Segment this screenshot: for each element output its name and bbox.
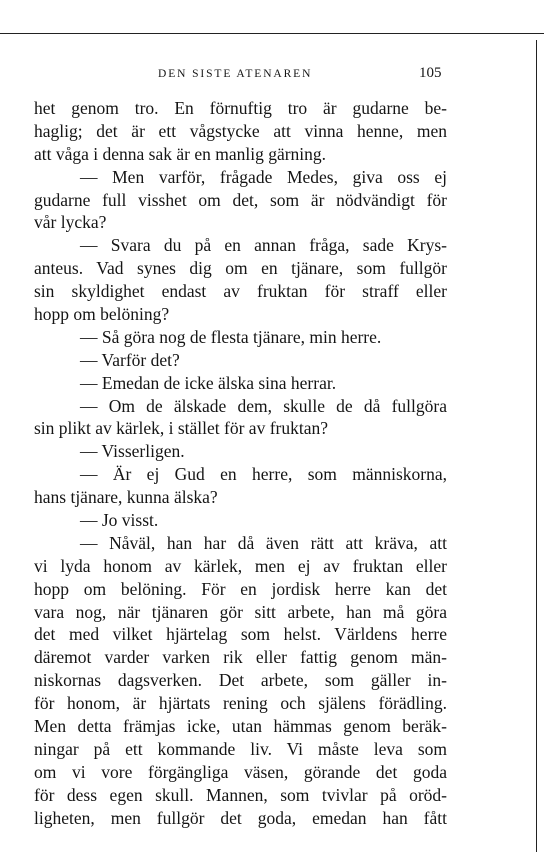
body-text [34, 97, 447, 830]
text-line: — Varför det? [80, 349, 180, 370]
text-line: gudarne full visshet om det, som är nödvändigt för [34, 189, 447, 210]
text-line: vi lyda honom av kärlek, men ej av fruktan eller [34, 555, 447, 576]
text-line: — Om de älskade dem, skulle de då fullgöra [80, 395, 447, 416]
text-line: för dess egen skull. Mannen, som tvivlar på oröd- [34, 784, 447, 805]
text-line: ligheten, men fullgör det goda, emedan han fått [34, 807, 447, 828]
text-line: om vi vore förgängliga väsen, görande det goda [34, 761, 447, 782]
text-line: anteus. Vad synes dig om en tjänare, som fullgör [34, 258, 447, 279]
text-line: — Så göra nog de flesta tjänare, min herre. [80, 326, 382, 347]
text-line: — Jo visst. [80, 510, 159, 531]
text-line: sin skyldighet endast av fruktan för straff eller [34, 281, 447, 302]
text-line: sin plikt av kärlek, i stället för av fruktan? [34, 418, 329, 439]
text-line: ningar på ett kommande liv. Vi måste leva som [34, 738, 447, 759]
text-line: — Är ej Gud en herre, som människorna, [80, 464, 447, 485]
page-top-edge [0, 33, 544, 34]
text-line: het genom tro. En förnuftig tro är gudarne be- [34, 98, 447, 118]
text-line: däremot varder varken rik eller fattig genom män- [34, 647, 447, 668]
text-line: — Emedan de icke älska sina herrar. [80, 372, 337, 393]
text-line: — Men varför, frågade Medes, giva oss ej [80, 166, 447, 187]
text-line: — Nåväl, han har då även rätt att kräva, att [80, 532, 447, 553]
page-right-edge [536, 40, 537, 852]
page-number: 105 [419, 65, 442, 81]
text-line: att våga i denna sak är en manlig gärning. [34, 143, 327, 164]
text-line: — Visserligen. [80, 441, 185, 462]
text-line: haglig; det är ett vågstycke att vinna henne, men [34, 120, 447, 141]
text-line: Men detta främjas icke, utan hämmas genom beräk- [34, 716, 447, 737]
text-line: niskornas dagsverken. Det arbete, som gäller in- [34, 670, 447, 691]
running-head: DEN SISTE ATENAREN [158, 68, 313, 80]
text-line: hopp om belöning? [34, 304, 170, 325]
text-line: — Svara du på en annan fråga, sade Krys- [80, 235, 447, 256]
text-line: vara nog, när tjänaren gör sitt arbete, han må göra [34, 601, 447, 622]
text-line: hans tjänare, kunna älska? [34, 487, 218, 508]
text-line: hopp om belöning. För en jordisk herre kan det [34, 578, 447, 599]
text-line: det med vilket hjärtelag som helst. Världens herre [34, 624, 447, 645]
text-line: för honom, är hjärtats rening och själens förädling. [34, 693, 447, 714]
text-line: vår lycka? [34, 212, 107, 233]
